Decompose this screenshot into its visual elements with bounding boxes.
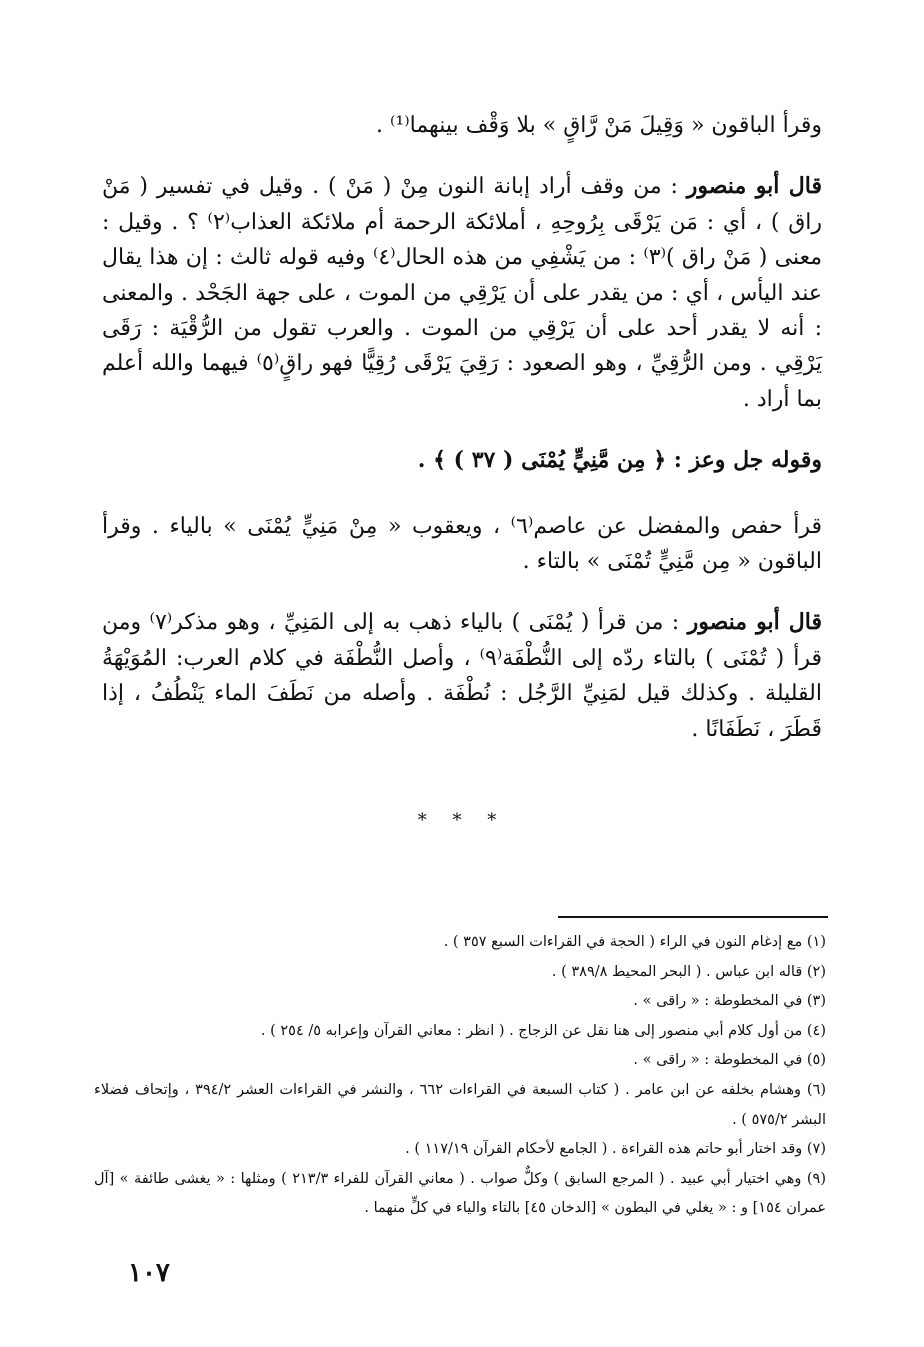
paragraph-lead: قال أبو منصور bbox=[686, 173, 822, 200]
footnote: (٥) في المخطوطة : « راقى » . bbox=[633, 1052, 826, 1069]
verse-text: وقوله جل وعز : ﴿ مِن مَّنِيٍّ يُمْنَى ( ٣٧ ) ﴾ . bbox=[417, 447, 822, 474]
paragraph-3 bbox=[102, 509, 822, 580]
footnote-rule bbox=[558, 916, 828, 918]
footnote: (٩) وهي اختيار أبي عبيد . ( المرجع السابق ) وكلٌّ صواب . ( معاني القرآن للفراء ٢١٣/٣ ) ومثلها : « يغشى طائفة » [آل عمران ١٥٤] و : « يغلي في البطون » [الدخان ٤٥] بالتاء والياء في كلٍّ منهما . bbox=[94, 1170, 826, 1217]
footnote: (٤) من أول كلام أبي منصور إلى هنا نقل عن الزجاج . ( انظر : معاني القرآن وإعرابه ٥/ ٢٥٤ ) . bbox=[260, 1022, 826, 1039]
paragraph-text: قرأ حفص والمفضل عن عاصم⁽٦⁾ ، ويعقوب « مِنْ مَنِيٍّ يُمْنَى » بالياء . وقرأ الباقون « مِن مَّنِيٍّ تُمْنَى » بالتاء . bbox=[102, 513, 822, 575]
section-separator: * * * bbox=[417, 810, 507, 832]
main-text bbox=[102, 108, 822, 839]
footnotes bbox=[94, 928, 826, 1224]
footnote: (٧) وقد اختار أبو حاتم هذه القراءة . ( الجامع لأحكام القرآن ١١٧/١٩ ) . bbox=[405, 1141, 826, 1158]
paragraph-text: : من وقف أراد إبانة النون مِنْ ( مَنْ ) . وقيل في تفسير ( مَنْ راق ) ، أي : مَن يَرْقَى بِرُوحِهِ ، أملائكة الرحمة أم ملائكة العذاب⁽٢⁾ ؟ . وقيل : معنى ( مَنْ راق )⁽٣⁾ : من يَشْفِي من هذه الحال⁽٤⁾ وفيه قوله ثالث : إن هذا يقال عند اليأس ، أي : من يقدر على أن يَرْقِي من الموت ، على جهة الجَحْد . والمعنى : أنه لا يقدر أحد على أن يَرْقِي من الموت . والعرب تقول من الرُّقْيَة : رَقَى يَرْقِي . ومن الرُّقِيِّ ، وهو الصعود : رَقِيَ يَرْقَى رُقِيًّا فهو راقٍ⁽٥⁾ فيهما والله أعلم بما أراد . bbox=[102, 174, 822, 412]
page-number: ١٠٧ bbox=[128, 1258, 170, 1288]
paragraph-text: وقرأ الباقون « وَقِيلَ مَنْ رَّاقٍ » بلا وَقْف بينهما⁽¹⁾ . bbox=[376, 113, 822, 138]
verse-heading bbox=[102, 443, 822, 478]
paragraph-lead: قال أبو منصور bbox=[687, 609, 822, 636]
paragraph-2 bbox=[102, 169, 822, 417]
paragraph-1 bbox=[102, 108, 822, 143]
footnote: (٦) وهشام بخلفه عن ابن عامر . ( كتاب السبعة في القراءات ٦٦٢ ، والنشر في القراءات العشر ٣٩٤/٢ ، وإتحاف فضلاء البشر ٥٧٥/٢ ) . bbox=[94, 1081, 827, 1128]
footnote: (٢) قاله ابن عباس . ( البحر المحيط ٣٨٩/٨ ) . bbox=[551, 963, 826, 980]
paragraph-text: : من قرأ ( يُمْنَى ) بالياء ذهب به إلى المَنِيِّ ، وهو مذكر⁽٧⁾ ومن قرأ ( تُمْنَى ) بالتاء ردّه إلى النُّطْفَة⁽٩⁾ ، وأصل النُّطْفَة في كلام العرب: المُوَيْهَةُ القليلة . وكذلك قيل لمَنِيِّ الرَّجُل : نُطْفَة . وأصله من نَطَفَ الماء يَنْطُفُ ، إذا قَطَرَ ، نَطَفَانًا . bbox=[102, 610, 822, 742]
paragraph-4 bbox=[102, 605, 822, 747]
footnote: (٣) في المخطوطة : « راقى » . bbox=[633, 993, 826, 1010]
footnote: (١) مع إدغام النون في الراء ( الحجة في القراءات السبع ٣٥٧ ) . bbox=[443, 934, 826, 950]
